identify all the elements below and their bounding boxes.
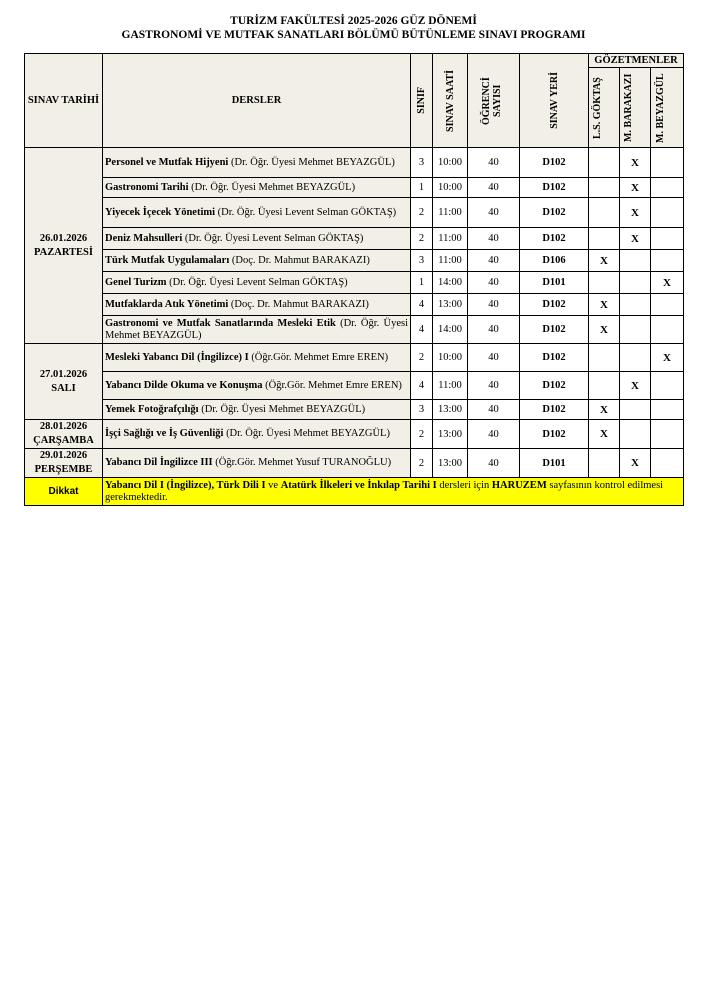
saat-cell: 14:00 xyxy=(433,272,468,294)
saat-cell: 11:00 xyxy=(433,372,468,400)
proctor-mark xyxy=(589,449,620,478)
saat-cell: 11:00 xyxy=(433,198,468,228)
sayi-cell: 40 xyxy=(468,316,520,344)
proctor-mark xyxy=(651,449,684,478)
proctor-mark xyxy=(589,272,620,294)
header-proctor-barakazi: M. BARAKAZI xyxy=(620,68,651,148)
proctor-mark xyxy=(620,316,651,344)
proctor-mark xyxy=(620,420,651,449)
yer-cell: D101 xyxy=(520,449,589,478)
proctor-mark: X xyxy=(620,449,651,478)
proctor-mark: X xyxy=(589,420,620,449)
yer-cell: D102 xyxy=(520,178,589,198)
sayi-cell: 40 xyxy=(468,400,520,420)
table-row xyxy=(25,420,684,449)
course-cell: Mutfaklarda Atık Yönetimi (Doç. Dr. Mahmut BARAKAZI) xyxy=(103,294,411,316)
proctor-mark xyxy=(620,272,651,294)
table-row xyxy=(25,250,684,272)
sinif-cell: 2 xyxy=(411,344,433,372)
proctor-mark: X xyxy=(620,228,651,250)
proctor-mark: X xyxy=(651,344,684,372)
date-cell: 26.01.2026 PAZARTESİ xyxy=(25,148,103,344)
proctor-mark: X xyxy=(651,272,684,294)
saat-cell: 14:00 xyxy=(433,316,468,344)
notice-row xyxy=(25,478,684,506)
date-cell: 27.01.2026 SALI xyxy=(25,344,103,420)
header-sinif: SINIF xyxy=(411,54,433,148)
sinif-cell: 1 xyxy=(411,178,433,198)
yer-cell: D106 xyxy=(520,250,589,272)
proctor-mark: X xyxy=(589,250,620,272)
sayi-cell: 40 xyxy=(468,250,520,272)
proctor-mark: X xyxy=(589,400,620,420)
sayi-cell: 40 xyxy=(468,148,520,178)
course-cell: Yiyecek İçecek Yönetimi (Dr. Öğr. Üyesi Levent Selman GÖKTAŞ) xyxy=(103,198,411,228)
document-title-line2: GASTRONOMİ VE MUTFAK SANATLARI BÖLÜMÜ BÜTÜNLEME SINAVI PROGRAMI xyxy=(121,29,586,41)
notice-text: Yabancı Dil I (İngilizce), Türk Dili I ve Atatürk İlkeleri ve İnkılap Tarihi I dersleri için HARUZEM sayfasının kontrol edilmesi gerekmektedir. xyxy=(103,478,684,506)
sayi-cell: 40 xyxy=(468,228,520,250)
course-cell: Yabancı Dil İngilizce III (Öğr.Gör. Mehmet Yusuf TURANOĞLU) xyxy=(103,449,411,478)
header-dersler: DERSLER xyxy=(103,54,411,148)
sinif-cell: 3 xyxy=(411,250,433,272)
sayi-cell: 40 xyxy=(468,420,520,449)
proctor-mark xyxy=(620,250,651,272)
course-cell: Mesleki Yabancı Dil (İngilizce) I (Öğr.Gör. Mehmet Emre EREN) xyxy=(103,344,411,372)
course-cell: İşçi Sağlığı ve İş Güvenliği (Dr. Öğr. Üyesi Mehmet BEYAZGÜL) xyxy=(103,420,411,449)
table-row xyxy=(25,148,684,178)
notice-label: Dikkat xyxy=(25,478,103,506)
proctor-mark xyxy=(589,372,620,400)
course-cell: Deniz Mahsulleri (Dr. Öğr. Üyesi Levent Selman GÖKTAŞ) xyxy=(103,228,411,250)
sinif-cell: 2 xyxy=(411,228,433,250)
header-sinav-yeri: SINAV YERİ xyxy=(520,54,589,148)
document-title-line1: TURİZM FAKÜLTESİ 2025-2026 GÜZ DÖNEMİ xyxy=(230,15,477,27)
sayi-cell: 40 xyxy=(468,294,520,316)
table-row xyxy=(25,400,684,420)
exam-schedule-table xyxy=(24,53,684,506)
proctor-mark xyxy=(589,228,620,250)
proctor-mark: X xyxy=(620,148,651,178)
sinif-cell: 3 xyxy=(411,400,433,420)
table-row xyxy=(25,372,684,400)
table-row xyxy=(25,316,684,344)
course-cell: Personel ve Mutfak Hijyeni (Dr. Öğr. Üyesi Mehmet BEYAZGÜL) xyxy=(103,148,411,178)
sayi-cell: 40 xyxy=(468,178,520,198)
proctor-mark: X xyxy=(620,198,651,228)
date-cell: 28.01.2026 ÇARŞAMBA xyxy=(25,420,103,449)
table-row xyxy=(25,272,684,294)
header-ogrenci-sayisi: ÖĞRENCİ SAYISI xyxy=(468,54,520,148)
proctor-mark: X xyxy=(589,294,620,316)
saat-cell: 10:00 xyxy=(433,344,468,372)
proctor-mark xyxy=(651,400,684,420)
proctor-mark xyxy=(651,372,684,400)
sayi-cell: 40 xyxy=(468,344,520,372)
course-cell: Gastronomi Tarihi (Dr. Öğr. Üyesi Mehmet BEYAZGÜL) xyxy=(103,178,411,198)
proctor-mark xyxy=(651,178,684,198)
sayi-cell: 40 xyxy=(468,449,520,478)
sinif-cell: 4 xyxy=(411,294,433,316)
proctor-mark xyxy=(651,250,684,272)
saat-cell: 10:00 xyxy=(433,178,468,198)
sinif-cell: 2 xyxy=(411,198,433,228)
date-cell: 29.01.2026 PERŞEMBE xyxy=(25,449,103,478)
sinif-cell: 2 xyxy=(411,420,433,449)
header-sinav-tarihi: SINAV TARİHİ xyxy=(25,54,103,148)
sinif-cell: 1 xyxy=(411,272,433,294)
proctor-mark xyxy=(651,420,684,449)
table-row xyxy=(25,449,684,478)
yer-cell: D102 xyxy=(520,400,589,420)
sayi-cell: 40 xyxy=(468,372,520,400)
proctor-mark xyxy=(651,148,684,178)
sinif-cell: 4 xyxy=(411,316,433,344)
saat-cell: 13:00 xyxy=(433,294,468,316)
yer-cell: D102 xyxy=(520,148,589,178)
table-row xyxy=(25,228,684,250)
proctor-mark xyxy=(620,294,651,316)
saat-cell: 13:00 xyxy=(433,400,468,420)
saat-cell: 11:00 xyxy=(433,228,468,250)
sinif-cell: 3 xyxy=(411,148,433,178)
sayi-cell: 40 xyxy=(468,198,520,228)
proctor-mark xyxy=(620,344,651,372)
saat-cell: 11:00 xyxy=(433,250,468,272)
table-row xyxy=(25,294,684,316)
sinif-cell: 4 xyxy=(411,372,433,400)
table-row xyxy=(25,344,684,372)
saat-cell: 13:00 xyxy=(433,420,468,449)
proctor-mark xyxy=(651,316,684,344)
yer-cell: D102 xyxy=(520,228,589,250)
course-cell: Genel Turizm (Dr. Öğr. Üyesi Levent Selman GÖKTAŞ) xyxy=(103,272,411,294)
yer-cell: D102 xyxy=(520,198,589,228)
yer-cell: D102 xyxy=(520,316,589,344)
course-cell: Gastronomi ve Mutfak Sanatlarında Mesleki Etik (Dr. Öğr. Üyesi Mehmet BEYAZGÜL) xyxy=(103,316,411,344)
proctor-mark xyxy=(589,148,620,178)
proctor-mark xyxy=(651,198,684,228)
proctor-mark: X xyxy=(620,178,651,198)
proctor-mark xyxy=(651,228,684,250)
proctor-mark: X xyxy=(620,372,651,400)
yer-cell: D101 xyxy=(520,272,589,294)
saat-cell: 13:00 xyxy=(433,449,468,478)
table-row xyxy=(25,198,684,228)
saat-cell: 10:00 xyxy=(433,148,468,178)
proctor-mark xyxy=(651,294,684,316)
header-sinav-saati: SINAV SAATİ xyxy=(433,54,468,148)
yer-cell: D102 xyxy=(520,420,589,449)
header-proctor-goktas: L.S. GÖKTAŞ xyxy=(589,68,620,148)
course-cell: Yemek Fotoğrafçılığı (Dr. Öğr. Üyesi Mehmet BEYAZGÜL) xyxy=(103,400,411,420)
yer-cell: D102 xyxy=(520,294,589,316)
proctor-mark xyxy=(589,178,620,198)
header-proctor-beyazgul: M. BEYAZGÜL xyxy=(651,68,684,148)
sayi-cell: 40 xyxy=(468,272,520,294)
table-row xyxy=(25,178,684,198)
yer-cell: D102 xyxy=(520,344,589,372)
proctor-mark: X xyxy=(589,316,620,344)
yer-cell: D102 xyxy=(520,372,589,400)
proctor-mark xyxy=(620,400,651,420)
proctor-mark xyxy=(589,344,620,372)
course-cell: Yabancı Dilde Okuma ve Konuşma (Öğr.Gör. Mehmet Emre EREN) xyxy=(103,372,411,400)
course-cell: Türk Mutfak Uygulamaları (Doç. Dr. Mahmut BARAKAZI) xyxy=(103,250,411,272)
sinif-cell: 2 xyxy=(411,449,433,478)
header-gozetmenler: GÖZETMENLER xyxy=(589,54,684,68)
proctor-mark xyxy=(589,198,620,228)
